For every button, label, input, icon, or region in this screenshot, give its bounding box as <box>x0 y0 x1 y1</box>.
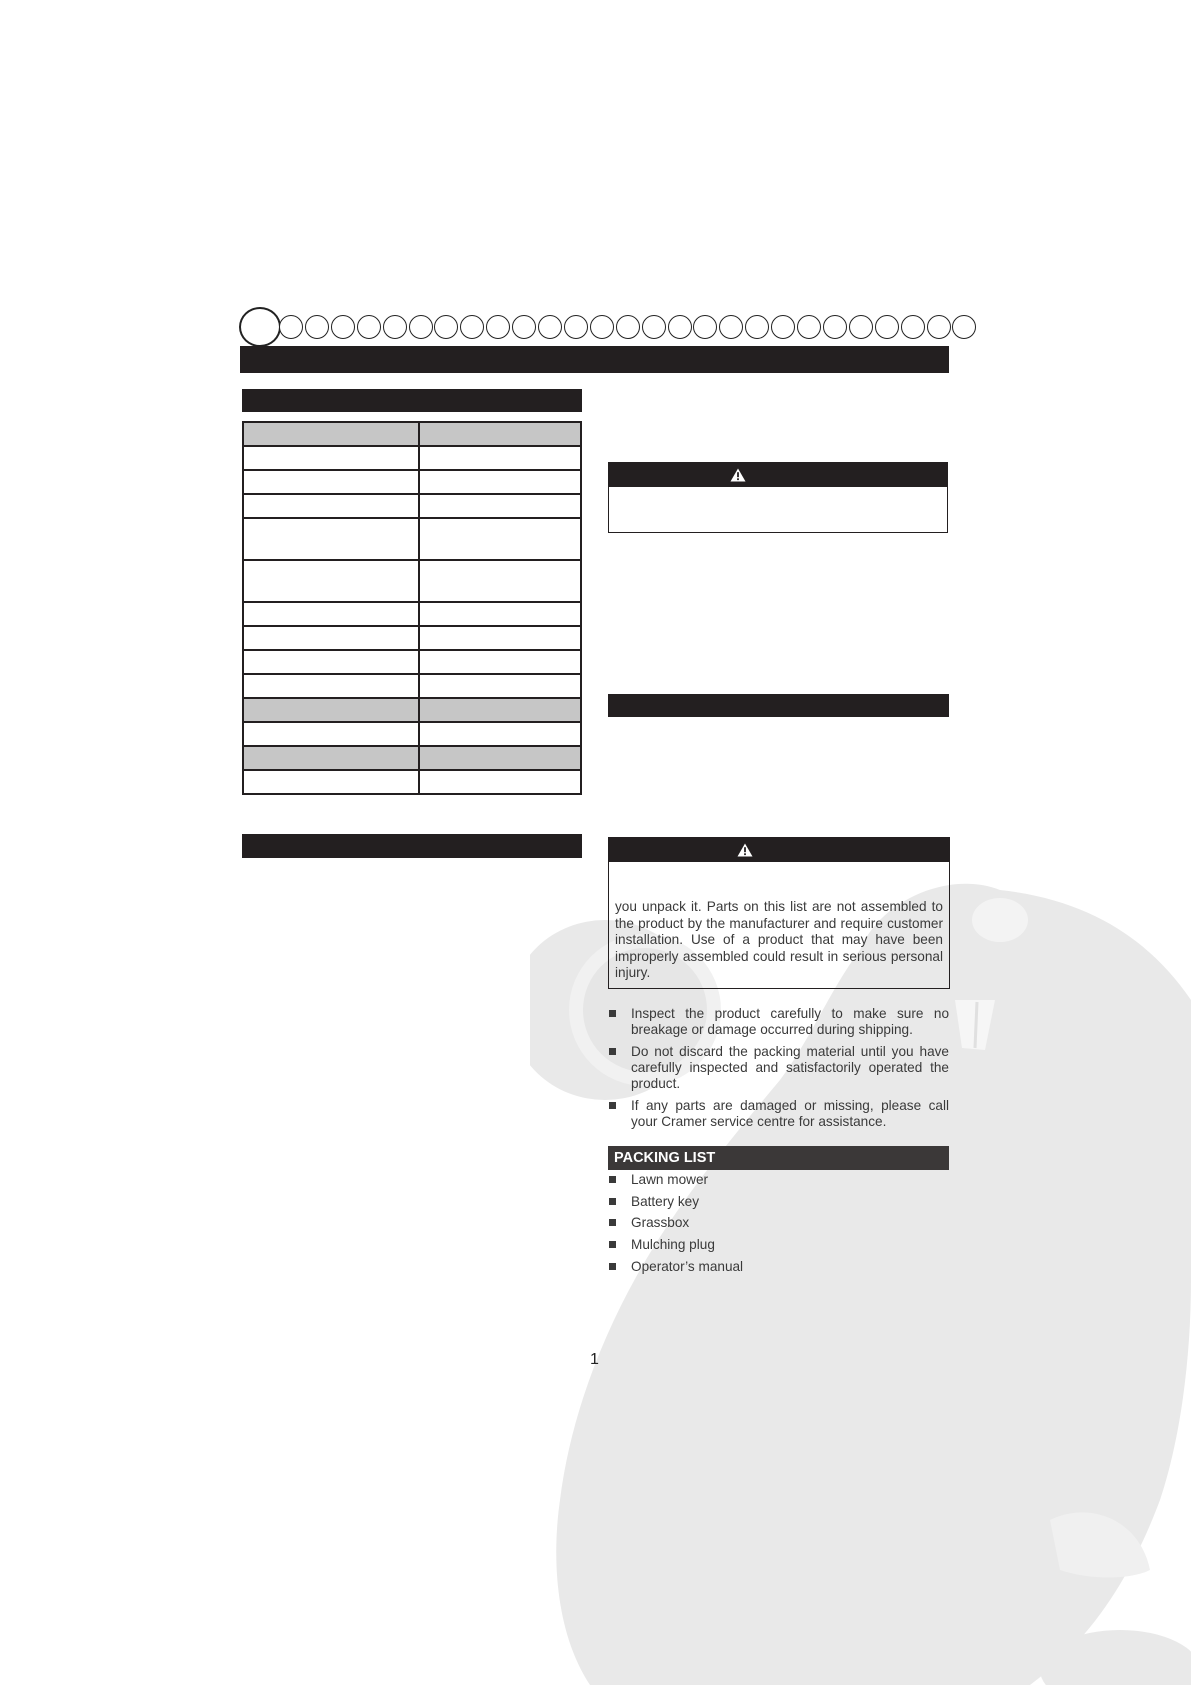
language-circle <box>823 315 847 339</box>
table-row <box>243 422 581 446</box>
language-circle <box>434 315 458 339</box>
list-item: Battery key <box>608 1194 908 1210</box>
warning-header <box>609 463 947 487</box>
unpacking-header-bar <box>608 694 949 717</box>
specifications-header-bar <box>242 389 582 412</box>
language-circle <box>875 315 899 339</box>
table-row <box>243 560 581 602</box>
language-circle <box>486 315 510 339</box>
language-circle <box>590 315 614 339</box>
list-item: Grassbox <box>608 1215 908 1231</box>
square-bullet-icon <box>609 1219 616 1226</box>
components-header-bar <box>242 834 582 858</box>
language-circle <box>564 315 588 339</box>
packing-list <box>608 1172 908 1280</box>
list-item: If any parts are damaged or missing, please call your Cramer service centre for assistance. <box>608 1098 949 1130</box>
language-circle <box>797 315 821 339</box>
language-circle <box>952 315 976 339</box>
language-circle <box>745 315 769 339</box>
square-bullet-icon <box>609 1198 616 1205</box>
warning-header <box>609 838 949 862</box>
table-row <box>243 698 581 722</box>
language-circle <box>693 315 717 339</box>
language-circle <box>383 315 407 339</box>
language-circle <box>305 315 329 339</box>
language-circle <box>668 315 692 339</box>
table-row <box>243 470 581 494</box>
table-row <box>243 746 581 770</box>
square-bullet-icon <box>609 1241 616 1248</box>
table-row <box>243 602 581 626</box>
list-item: Do not discard the packing material until you have carefully inspected and satisfactorily operated the product. <box>608 1044 949 1092</box>
table-row <box>243 674 581 698</box>
language-circle <box>642 315 666 339</box>
square-bullet-icon <box>609 1102 616 1109</box>
list-item: Inspect the product carefully to make sure no breakage or damage occurred during shipping. <box>608 1006 949 1038</box>
list-item: Mulching plug <box>608 1237 908 1253</box>
table-row <box>243 770 581 794</box>
language-circle <box>512 315 536 339</box>
language-circle <box>719 315 743 339</box>
warning-triangle-icon <box>737 843 753 857</box>
language-circle <box>331 315 355 339</box>
specifications-table <box>242 421 582 795</box>
warning-box <box>608 462 948 533</box>
table-row <box>243 494 581 518</box>
warning-box <box>608 837 950 989</box>
language-circle <box>849 315 873 339</box>
language-circles <box>239 307 954 345</box>
table-row <box>243 626 581 650</box>
language-circle <box>771 315 795 339</box>
list-item: Lawn mower <box>608 1172 908 1188</box>
language-circle <box>538 315 562 339</box>
section-title-bar <box>240 346 949 373</box>
packing-list-title: PACKING LIST <box>614 1150 716 1166</box>
table-row <box>243 722 581 746</box>
language-circle <box>616 315 640 339</box>
square-bullet-icon <box>609 1263 616 1270</box>
warning-triangle-icon <box>730 468 746 482</box>
table-row <box>243 650 581 674</box>
table-row <box>243 446 581 470</box>
square-bullet-icon <box>609 1048 616 1055</box>
language-circle <box>901 315 925 339</box>
inspection-list <box>608 1006 949 1136</box>
warning-text: you unpack it. Parts on this list are not assembled to the product by the manufacturer and require customer installation. Use of a product that may have been improperly assembled could result in serious personal injury. <box>615 899 943 980</box>
language-circle <box>927 315 951 339</box>
beaver-watermark-icon <box>530 880 1191 1685</box>
language-circle <box>460 315 484 339</box>
language-circle <box>239 307 281 347</box>
language-circle <box>357 315 381 339</box>
language-circle <box>279 315 303 339</box>
list-item: Operator’s manual <box>608 1259 908 1275</box>
square-bullet-icon <box>609 1010 616 1017</box>
page-number: 1 <box>590 1351 599 1368</box>
packing-list-header <box>608 1146 949 1170</box>
square-bullet-icon <box>609 1176 616 1183</box>
table-row <box>243 518 581 560</box>
language-circle <box>409 315 433 339</box>
